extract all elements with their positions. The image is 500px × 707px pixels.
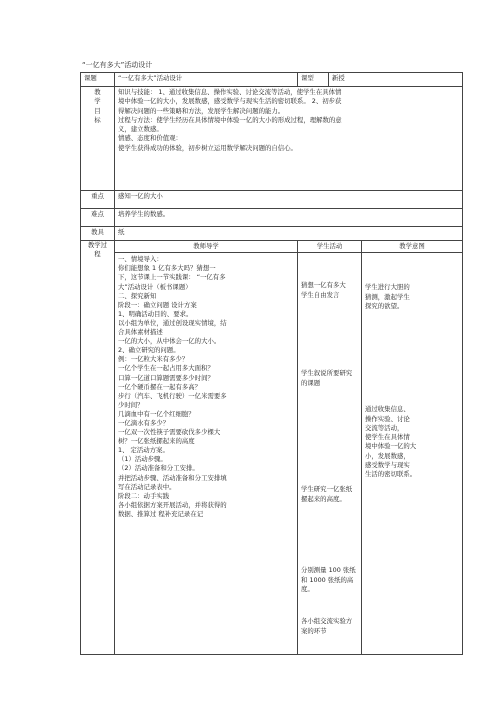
lesson-type-label: 课型 — [298, 73, 329, 87]
teacher-line: 一亿的大小，从中体会一亿的大小。 — [118, 337, 221, 346]
teacher-line: 一亿个硬币摞在一起有多高？ — [118, 382, 202, 391]
goals-line: 使学生获得成功的体验，初步树立运用数学解决问题的自信心。 — [118, 143, 297, 152]
goals-row — [81, 87, 463, 191]
student-block: 学生叙说所要研究 的课题 — [301, 369, 353, 387]
teacher-guidance-cell — [115, 253, 298, 655]
lesson-type-value: 新授 — [329, 73, 463, 87]
key-point-row — [81, 191, 463, 209]
teacher-column-header: 教师导学 — [115, 241, 298, 253]
goals-line: 过程与方法：使学生经历在具体情境中体验一亿的大小的形成过程，理解数的意 — [118, 115, 342, 124]
teacher-line: 二、探究新知 — [118, 291, 157, 300]
goals-label: 教 学 目 标 — [81, 87, 115, 191]
student-activity-cell — [298, 253, 362, 655]
teacher-line: 写在活动记录表中。 — [118, 482, 176, 491]
teacher-line: 并把活动步骤、活动准备和分工安排填 — [118, 473, 227, 482]
goals-line: 义，建立数感。 — [118, 125, 163, 134]
teacher-line: （1）活动步骤。 — [118, 455, 167, 464]
teacher-line: 合具体素材描述 — [118, 328, 163, 337]
difficulty-value: 培养学生的数感。 — [115, 209, 463, 227]
difficulty-row — [81, 209, 463, 227]
teacher-line: 少时间？ — [118, 400, 144, 409]
process-header-row — [81, 241, 463, 253]
teacher-line: 以小组为单位，通过创设现实情境，结 — [118, 318, 227, 327]
intent-column-header: 教学意图 — [362, 241, 463, 253]
topic-label: 课题 — [81, 73, 115, 87]
difficulty-label: 难点 — [81, 209, 115, 227]
teacher-line: 一亿个学生在一起占用多大面积？ — [118, 364, 214, 373]
teacher-line: 你们能想象 1 亿有多大吗？猜想一 — [118, 264, 216, 273]
student-block: 猜想一亿有多大 学生自由发言 — [301, 281, 346, 299]
teacher-line: 阶段一：确立问题 设计方案 — [118, 300, 197, 309]
teacher-line: 1、明确活动目的、要求。 — [118, 309, 193, 318]
teaching-intent-cell — [362, 253, 463, 655]
process-label: 教学过程 — [81, 241, 115, 655]
goals-line: 情感、态度和价值观： — [118, 134, 182, 143]
teacher-line: 一、情境导入： — [118, 255, 163, 264]
aids-row — [81, 227, 463, 241]
intent-block: 学生进行大胆的 猜测，激起学生 探究的欲望。 — [365, 283, 410, 310]
teacher-line: 口算一亿道口算题需要多少时间？ — [118, 373, 214, 382]
teacher-line: 数据、推算过 程补充记录在记 — [118, 509, 204, 518]
goals-content — [115, 87, 463, 191]
teacher-line: 步行（汽车、飞机行驶）一亿米需要多 — [118, 391, 227, 400]
teacher-line: 例：一亿粒大米有多少？ — [118, 355, 189, 364]
topic-value: “一亿有多大”活动设计 — [115, 73, 298, 87]
document-title: “一亿有多大”活动设计 — [82, 61, 153, 69]
goals-line: 境中体验一亿的大小，发展数感，感受数学与现实生活的密切联系。 2、初步获 — [118, 97, 342, 106]
key-point-value: 感知一亿的大小 — [115, 191, 463, 209]
teacher-line: 一亿双一次性筷子需要砍伐多少棵大 — [118, 428, 221, 437]
topic-row — [81, 73, 463, 87]
teacher-line: 下，这节课上一节实践课： “一亿有多 — [118, 273, 226, 282]
goals-line: 得解决问题的一些策略和方法，发展学生解决问题的能力。 — [118, 106, 285, 115]
student-block: 各小组交流实验方 案的环节 — [301, 617, 353, 635]
teacher-line: （2）活动准备和分工安排。 — [118, 464, 199, 473]
teacher-line: 树？一亿张纸摞起来的高度 — [118, 437, 195, 446]
student-block: 分别测量 100 张纸 和 1000 张纸的高 度。 — [301, 566, 356, 593]
teacher-line: 几滴血中有一亿个红细胞？ — [118, 409, 195, 418]
aids-label: 教具 — [81, 227, 115, 241]
key-point-label: 重点 — [81, 191, 115, 209]
intent-block: 通过收集信息、 操作实验、讨论 交流等活动， 使学生在具体情 境中体验一亿的大 小，发展数感， 感受数学与现实 生活的密切联系。 — [365, 405, 417, 479]
student-block: 学生研究一亿张纸 摞起来的高度。 — [301, 485, 353, 503]
aids-value: 纸 — [115, 227, 463, 241]
process-content-row — [81, 253, 463, 655]
lesson-plan-table — [80, 72, 463, 655]
teacher-line: 2、确立研究的问题。 — [118, 346, 180, 355]
teacher-line: 阶段二：动手实践 — [118, 491, 170, 500]
teacher-line: 1、 定活动方案。 — [118, 446, 169, 455]
goals-line: 知识与技能： 1、通过收集信息、操作实验、讨论交流等活动，使学生在具体情 — [118, 88, 342, 96]
teacher-line: 大”活动设计（板书课题） — [118, 282, 192, 291]
teacher-line: 各小组依据方案开展活动，并将获得的 — [118, 500, 227, 509]
student-column-header: 学生活动 — [298, 241, 362, 253]
teacher-line: 一亿滴水有多少？ — [118, 418, 170, 427]
